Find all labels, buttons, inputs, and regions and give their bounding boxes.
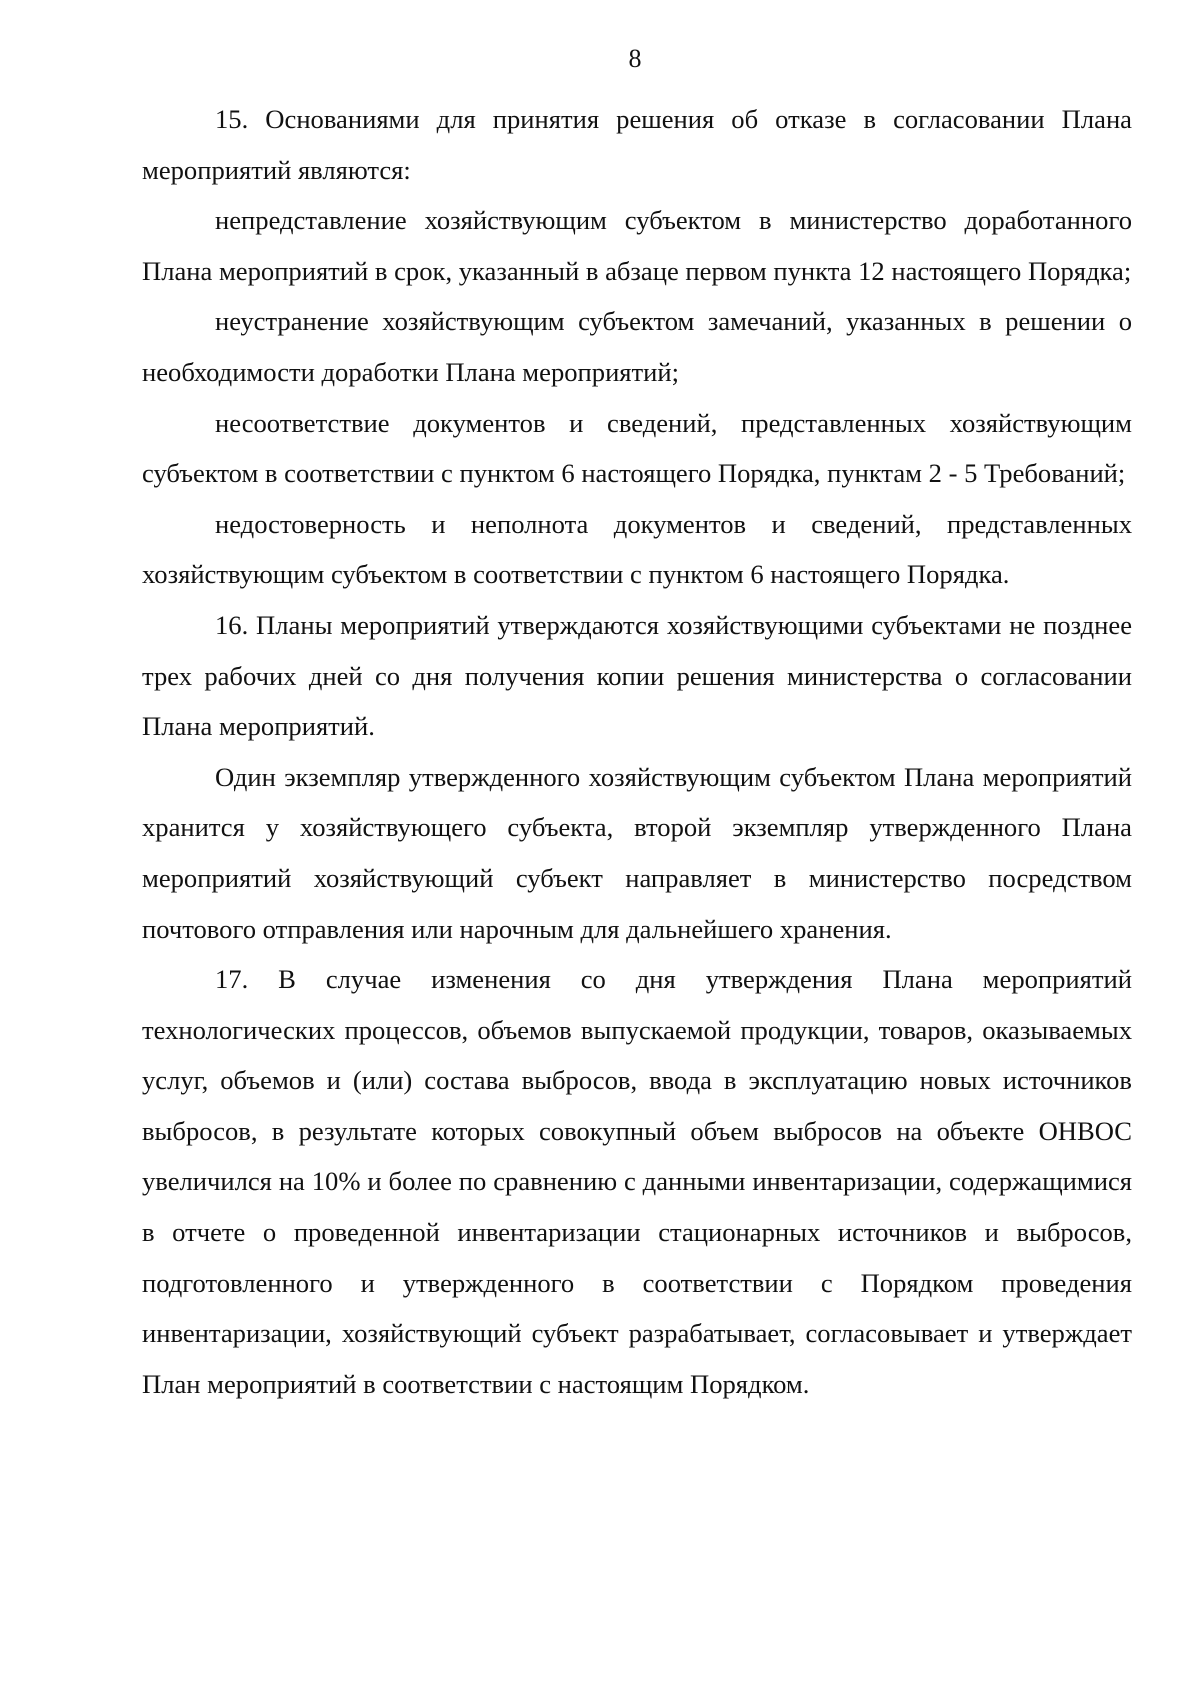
document-body <box>142 94 1132 1409</box>
paragraph-ground-remarks-not-fixed: неустранение хозяйствующим субъектом замечаний, указанных в решении о необходимости доработки Плана мероприятий; <box>142 306 1132 387</box>
paragraph-item-16: 16. Планы мероприятий утверждаются хозяйствующими субъектами не позднее трех рабочих дней со дня получения копии решения министерства о согласовании Плана мероприятий. <box>142 609 1132 742</box>
page-number: 8 <box>628 44 642 73</box>
paragraph-item-17: 17. В случае изменения со дня утверждения Плана мероприятий технологических процессов, объемов выпускаемой продукции, товаров, оказываемых услуг, объемов и (или) состава выбросов, ввода в эксплуатацию новых источников выбросов, в результате которых совокупный объем выбросов на объекте ОНВОС увеличился на 10% и более по сравнению с данными инвентаризации, содержащимися в отчете о проведенной инвентаризации стационарных источников и выбросов, подготовленного и утвержденного в соответствии с Порядком проведения инвентаризации, хозяйствующий субъект разрабатывает, согласовывает и утверждает План мероприятий в соответствии с настоящим Порядком. <box>142 964 1132 1399</box>
paragraph-ground-no-revised-plan: непредставление хозяйствующим субъектом в министерство доработанного Плана мероприятий в срок, указанный в абзаце первом пункта 12 настоящего Порядка; <box>142 205 1132 286</box>
paragraph-ground-documents-mismatch: несоответствие документов и сведений, представленных хозяйствующим субъектом в соответствии с пунктом 6 настоящего Порядка, пунктам 2 - 5 Требований; <box>142 407 1132 489</box>
paragraph-item-15: 15. Основаниями для принятия решения об отказе в согласовании Плана мероприятий являются: <box>142 104 1132 185</box>
paragraph-ground-unreliable-documents: недостоверность и неполнота документов и сведений, представленных хозяйствующим субъектом в соответствии с пунктом 6 настоящего Порядка. <box>142 508 1132 590</box>
paragraph-plan-copies: Один экземпляр утвержденного хозяйствующим субъектом Плана мероприятий хранится у хозяйствующего субъекта, второй экземпляр утвержденного Плана мероприятий хозяйствующий субъект направляет в министерство посредством почтового отправления или нарочным для дальнейшего хранения. <box>142 761 1132 944</box>
